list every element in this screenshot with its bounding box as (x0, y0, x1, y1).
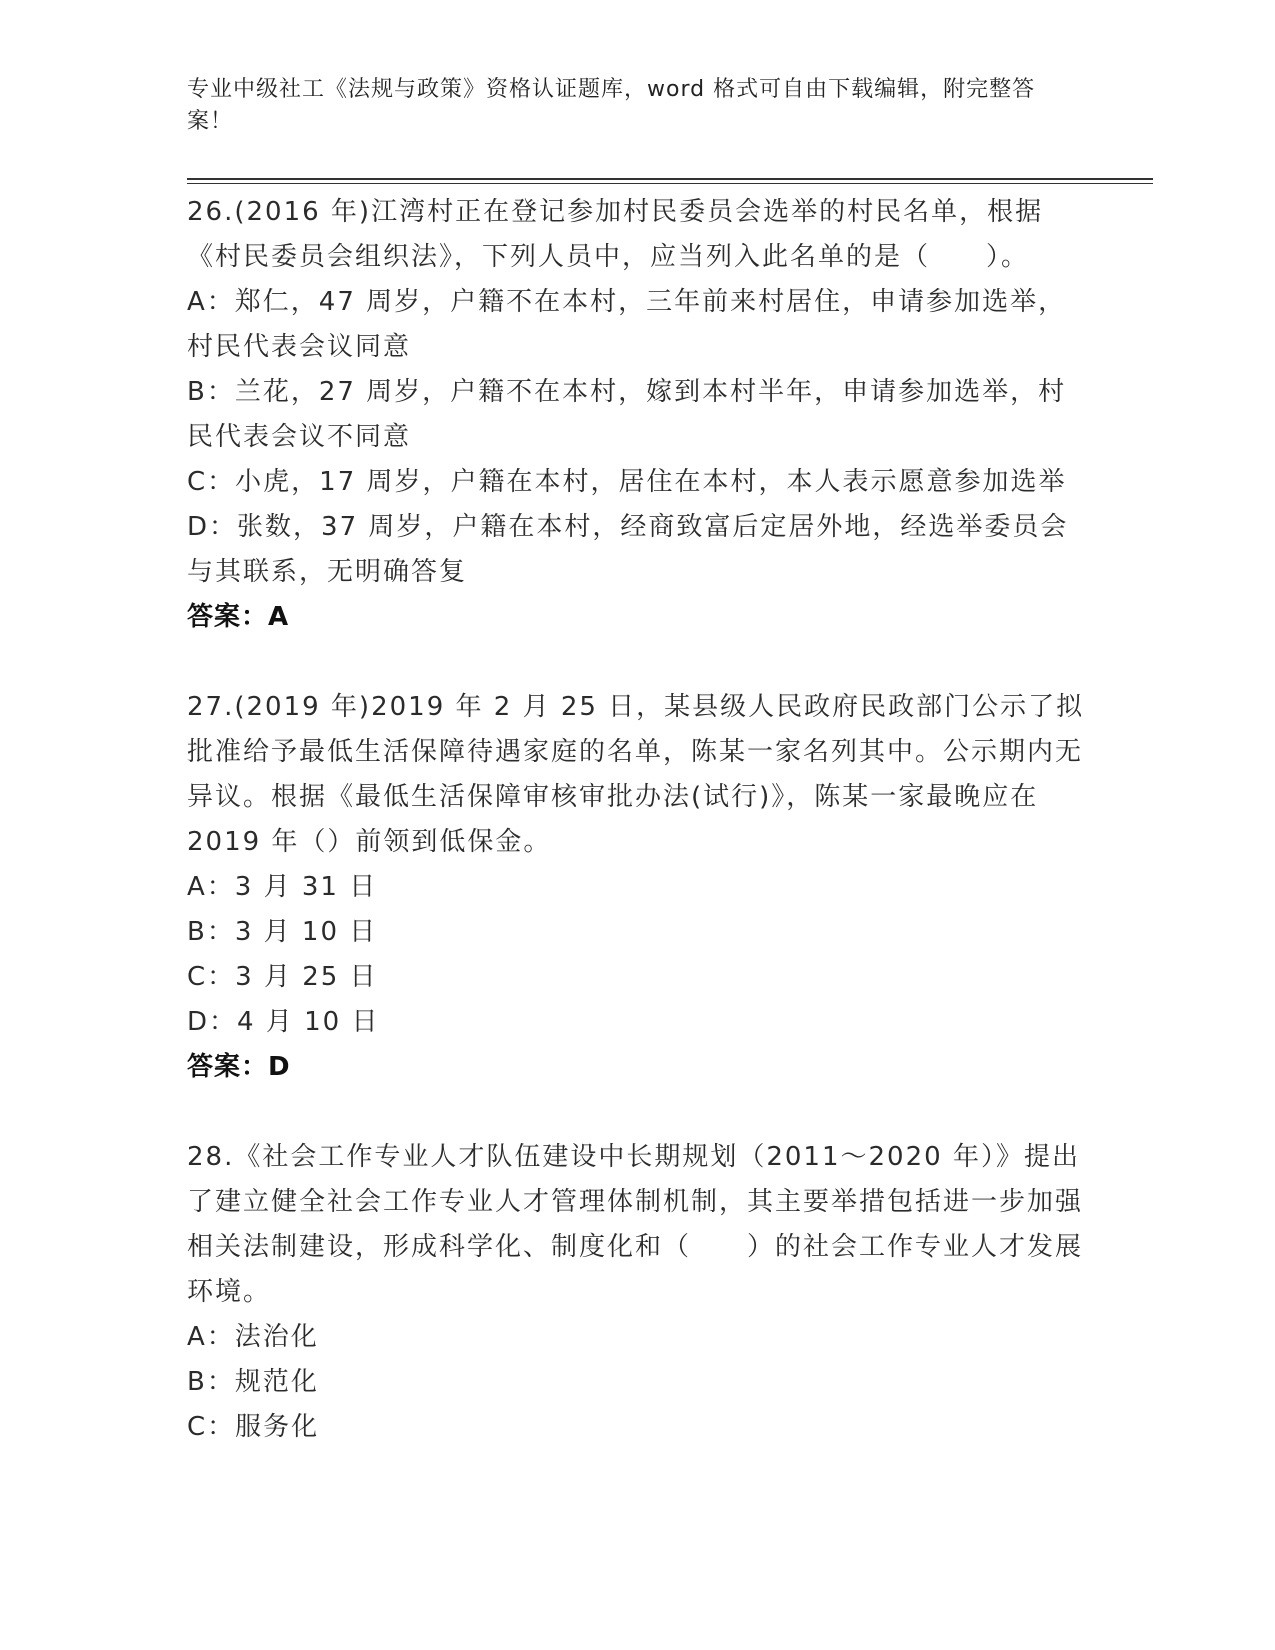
option-d: D：张数，37 周岁，户籍在本村，经商致富后定居外地，经选举委员会与其联系，无明确答复 (187, 512, 1069, 587)
option-a: A：3 月 31 日 (187, 872, 378, 902)
option-b: B：规范化 (187, 1367, 319, 1397)
header-divider-thin (187, 183, 1153, 184)
question-list (187, 190, 1087, 1495)
answer-value: D (268, 1052, 291, 1082)
option-c: C：3 月 25 日 (187, 962, 378, 992)
question-26 (187, 190, 1087, 640)
answer-label: 答案： (187, 1052, 269, 1082)
option-c: C：小虎，17 周岁，户籍在本村，居住在本村，本人表示愿意参加选举 (187, 467, 1067, 497)
option-b: B：兰花，27 周岁，户籍不在本村，嫁到本村半年，申请参加选举，村民代表会议不同意 (187, 377, 1067, 452)
answer-line (187, 595, 1087, 640)
option-c: C：服务化 (187, 1412, 320, 1442)
answer-label: 答案： (187, 602, 269, 632)
option-a: A：郑仁，47 周岁，户籍不在本村，三年前来村居住，申请参加选举，村民代表会议同意 (187, 287, 1067, 362)
question-stem: 27.(2019 年)2019 年 2 月 25 日，某县级人民政府民政部门公示了拟批准给予最低生活保障待遇家庭的名单，陈某一家名列其中。公示期内无异议。根据《最低生活保障审核审批办法(试行)》，陈某一家最晚应在 2019 年（）前领到低保金。 (187, 692, 1085, 857)
option-a: A：法治化 (187, 1322, 319, 1352)
answer-value: A (268, 602, 290, 632)
page-header: 专业中级社工《法规与政策》资格认证题库，word 格式可自由下载编辑，附完整答案！ (187, 77, 1036, 134)
header-divider-thick (187, 178, 1153, 180)
question-stem: 28.《社会工作专业人才队伍建设中长期规划（2011～2020 年）》提出了建立健全社会工作专业人才管理体制机制，其主要举措包括进一步加强相关法制建设，形成科学化、制度化和（ ）的社会工作专业人才发展环境。 (187, 1142, 1084, 1307)
option-b: B：3 月 10 日 (187, 917, 378, 947)
option-d: D：4 月 10 日 (187, 1007, 380, 1037)
answer-line (187, 1045, 1087, 1090)
question-stem: 26.(2016 年)江湾村正在登记参加村民委员会选举的村民名单，根据《村民委员会组织法》，下列人员中，应当列入此名单的是（ ）。 (187, 197, 1044, 272)
question-28 (187, 1135, 1087, 1450)
question-27 (187, 685, 1087, 1090)
